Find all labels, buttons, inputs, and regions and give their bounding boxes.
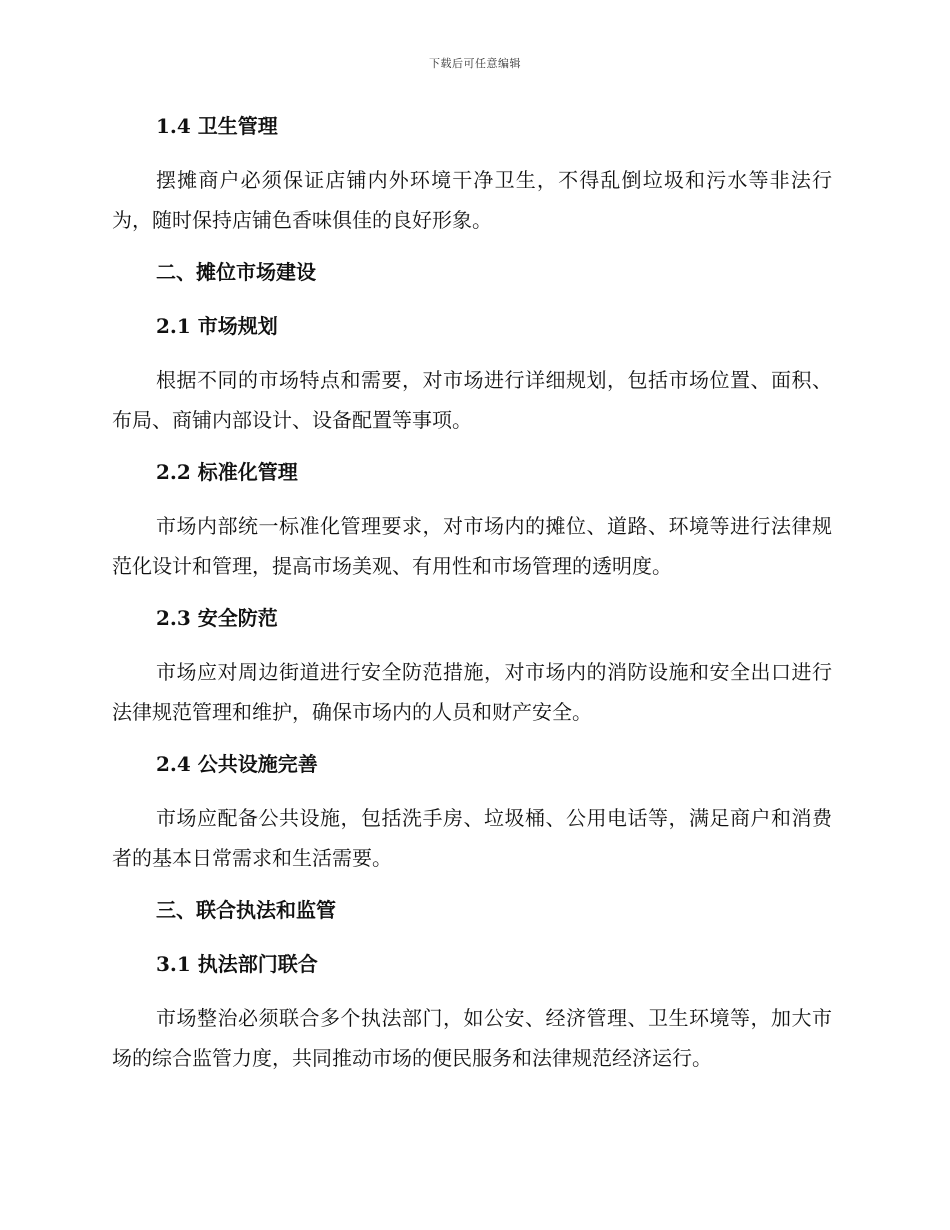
section-heading-2-3: 2.3 安全防范 bbox=[156, 606, 278, 630]
chapter-heading-3: 三、联合执法和监管 bbox=[156, 898, 336, 922]
paragraph-safety: 市场应对周边街道进行安全防范措施，对市场内的消防设施和安全出口进行法律规范管理和维护，确保市场内的人员和财产安全。 bbox=[112, 660, 832, 724]
header-note: 下载后可任意编辑 bbox=[429, 57, 521, 70]
section-heading-2-1: 2.1 市场规划 bbox=[156, 314, 278, 338]
section-heading-2-2: 2.2 标准化管理 bbox=[156, 460, 298, 484]
chapter-heading-2: 二、摊位市场建设 bbox=[156, 260, 316, 284]
paragraph-standardization: 市场内部统一标准化管理要求，对市场内的摊位、道路、环境等进行法律规范化设计和管理，提高市场美观、有用性和市场管理的透明度。 bbox=[112, 514, 832, 578]
paragraph-market-planning: 根据不同的市场特点和需要，对市场进行详细规划，包括市场位置、面积、布局、商铺内部设计、设备配置等事项。 bbox=[112, 368, 832, 432]
document-body bbox=[112, 106, 832, 1078]
section-heading-3-1: 3.1 执法部门联合 bbox=[156, 952, 318, 976]
section-heading-2-4: 2.4 公共设施完善 bbox=[156, 752, 318, 776]
section-heading-1-4: 1.4 卫生管理 bbox=[156, 114, 278, 138]
paragraph-hygiene: 摆摊商户必须保证店铺内外环境干净卫生，不得乱倒垃圾和污水等非法行为，随时保持店铺色香味俱佳的良好形象。 bbox=[112, 168, 832, 232]
paragraph-joint-enforcement: 市场整治必须联合多个执法部门，如公安、经济管理、卫生环境等，加大市场的综合监管力度，共同推动市场的便民服务和法律规范经济运行。 bbox=[112, 1006, 832, 1070]
paragraph-public-facilities: 市场应配备公共设施，包括洗手房、垃圾桶、公用电话等，满足商户和消费者的基本日常需求和生活需要。 bbox=[112, 806, 832, 870]
